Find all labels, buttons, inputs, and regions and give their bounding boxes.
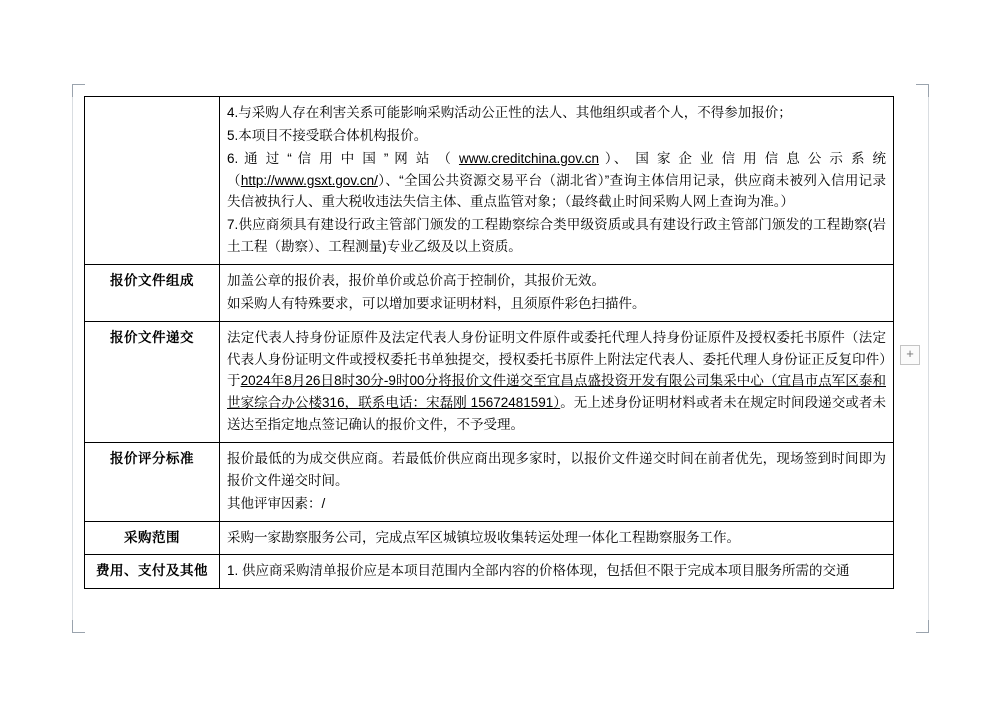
row-label: 报价评分标准 (85, 443, 220, 522)
paragraph: 4.与采购人存在利害关系可能影响采购活动公正性的法人、其他组织或者个人，不得参加报价； (227, 105, 792, 120)
row-content (220, 521, 894, 555)
paragraph: 采购一家勘察服务公司，完成点军区城镇垃圾收集转运处理一体化工程勘察服务工作。 (227, 529, 740, 545)
paragraph: 报价最低的为成交供应商。若最低价供应商出现多家时，以报价文件递交时间在前者优先，现场签到时间即为报价文件递交时间。 (227, 451, 886, 488)
row-content (220, 443, 894, 522)
table-row (85, 555, 894, 589)
page-corner-mark-bottom-left (72, 620, 85, 633)
contract-table (84, 96, 894, 589)
row-content (220, 321, 894, 442)
contract-table-wrapper (84, 96, 894, 589)
page-corner-mark-bottom-right (916, 620, 929, 633)
row-content (220, 97, 894, 265)
paragraph: 1. 供应商采购清单报价应是本项目范围内全部内容的价格体现，包括但不限于完成本项目服务所需的交通 (227, 563, 850, 579)
paragraph: 6. 通 过 “ 信 用 中 国 ” 网 站 （ www.creditchina.gov.cn ）、 国 家 企 业 信 用 信 息 公 示 系 统（http://www.gsxt.gov.cn/）、“全国公共资源交易平台（湖北省）”查询主体信用记录，供应商未被列入信用记录失信被执行人、重大税收违法失信主体、重点监管对象；（最终截止时间采购人网上查询为准。） (227, 150, 886, 210)
page-corner-mark-top-right (916, 84, 929, 97)
table-row (85, 443, 894, 522)
table-row (85, 97, 894, 265)
table-row (85, 265, 894, 322)
page-guide-left (72, 84, 73, 620)
table-row (85, 321, 894, 442)
row-label (85, 97, 220, 265)
row-label: 报价文件组成 (85, 265, 220, 322)
row-label: 费用、支付及其他 (85, 555, 220, 589)
page-guide-right (928, 84, 929, 620)
paragraph: 7.供应商须具有建设行政主管部门颁发的工程勘察综合类甲级资质或具有建设行政主管部门颁发的工程勘察(岩土工程（勘察）、工程测量)专业乙级及以上资质。 (227, 217, 886, 255)
row-content (220, 555, 894, 589)
paragraph: 其他评审因素：/ (227, 495, 326, 511)
paragraph: 法定代表人持身份证原件及法定代表人身份证明文件原件或委托代理人持身份证原件及授权委托书原件（法定代表人身份证明文件或授权委托书单独提交，授权委托书原件上附法定代表人、委托代理人身份证正反复印件）于2024年8月26日8时30分-9时00分将报价文件递交至宜昌点盛投资开发有限公司集采中心（宜昌市点军区泰和世家综合办公楼316，联系电话：宋磊刚 15672481591）。无上述身份证明材料或者未在规定时间段递交或者未送达至指定地点签记确认的报价文件，不予受理。 (227, 329, 886, 433)
row-content (220, 265, 894, 322)
expand-table-button[interactable]: + (900, 345, 920, 365)
row-label: 报价文件递交 (85, 321, 220, 442)
paragraph: 加盖公章的报价表，报价单价或总价高于控制价，其报价无效。 (227, 273, 605, 289)
row-label: 采购范围 (85, 521, 220, 555)
paragraph: 如采购人有特殊要求，可以增加要求证明材料，且须原件彩色扫描件。 (227, 295, 646, 311)
table-row (85, 521, 894, 555)
paragraph: 5.本项目不接受联合体机构报价。 (227, 127, 428, 143)
